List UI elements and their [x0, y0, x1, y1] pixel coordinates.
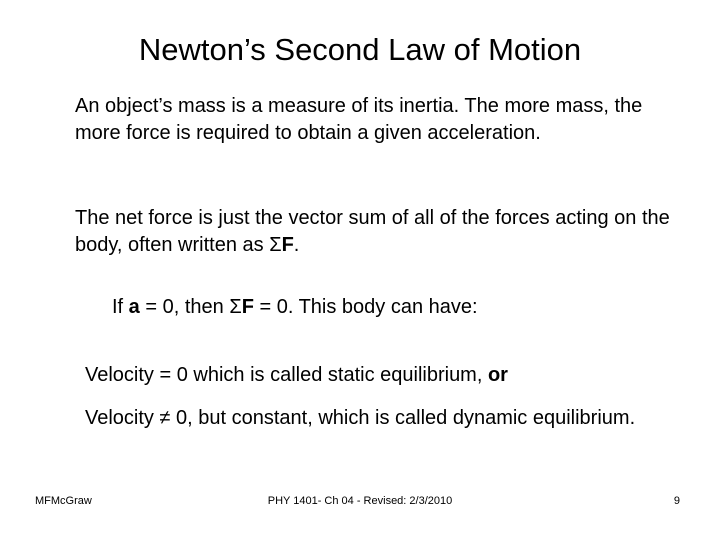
- period: .: [293, 234, 300, 256]
- paragraph-static-equilibrium: [85, 362, 685, 389]
- sigma-symbol: Σ: [269, 234, 282, 256]
- footer-course: PHY 1401- Ch 04 - Revised: 2/3/2010: [267, 495, 453, 507]
- footer-page-number: 9: [673, 495, 680, 507]
- sigma-symbol: Σ: [229, 296, 242, 318]
- force-symbol: F: [281, 234, 294, 256]
- footer-author: MFMcGraw: [35, 495, 92, 507]
- conclusion-text: = 0. This body can have:: [253, 296, 478, 318]
- paragraph-mass-inertia: An object’s mass is a measure of its inertia. The more mass, the more force is required to obtain a given acceleration.: [75, 95, 643, 144]
- slide-title: Newton’s Second Law of Motion: [138, 32, 582, 67]
- paragraph-net-force: [75, 205, 685, 259]
- net-force-text: The net force is just the vector sum of all of the forces acting on the body, often written as: [75, 207, 670, 256]
- paragraph-zero-acceleration: [112, 294, 672, 321]
- or-text: or: [487, 364, 508, 386]
- then-text: = 0, then: [139, 296, 230, 318]
- force-symbol: F: [241, 296, 254, 318]
- acceleration-symbol: a: [128, 296, 140, 318]
- paragraph-dynamic-equilibrium: Velocity ≠ 0, but constant, which is called dynamic equilibrium.: [85, 407, 636, 429]
- static-equilibrium-text: Velocity = 0 which is called static equilibrium,: [85, 364, 488, 386]
- if-text: If: [112, 296, 129, 318]
